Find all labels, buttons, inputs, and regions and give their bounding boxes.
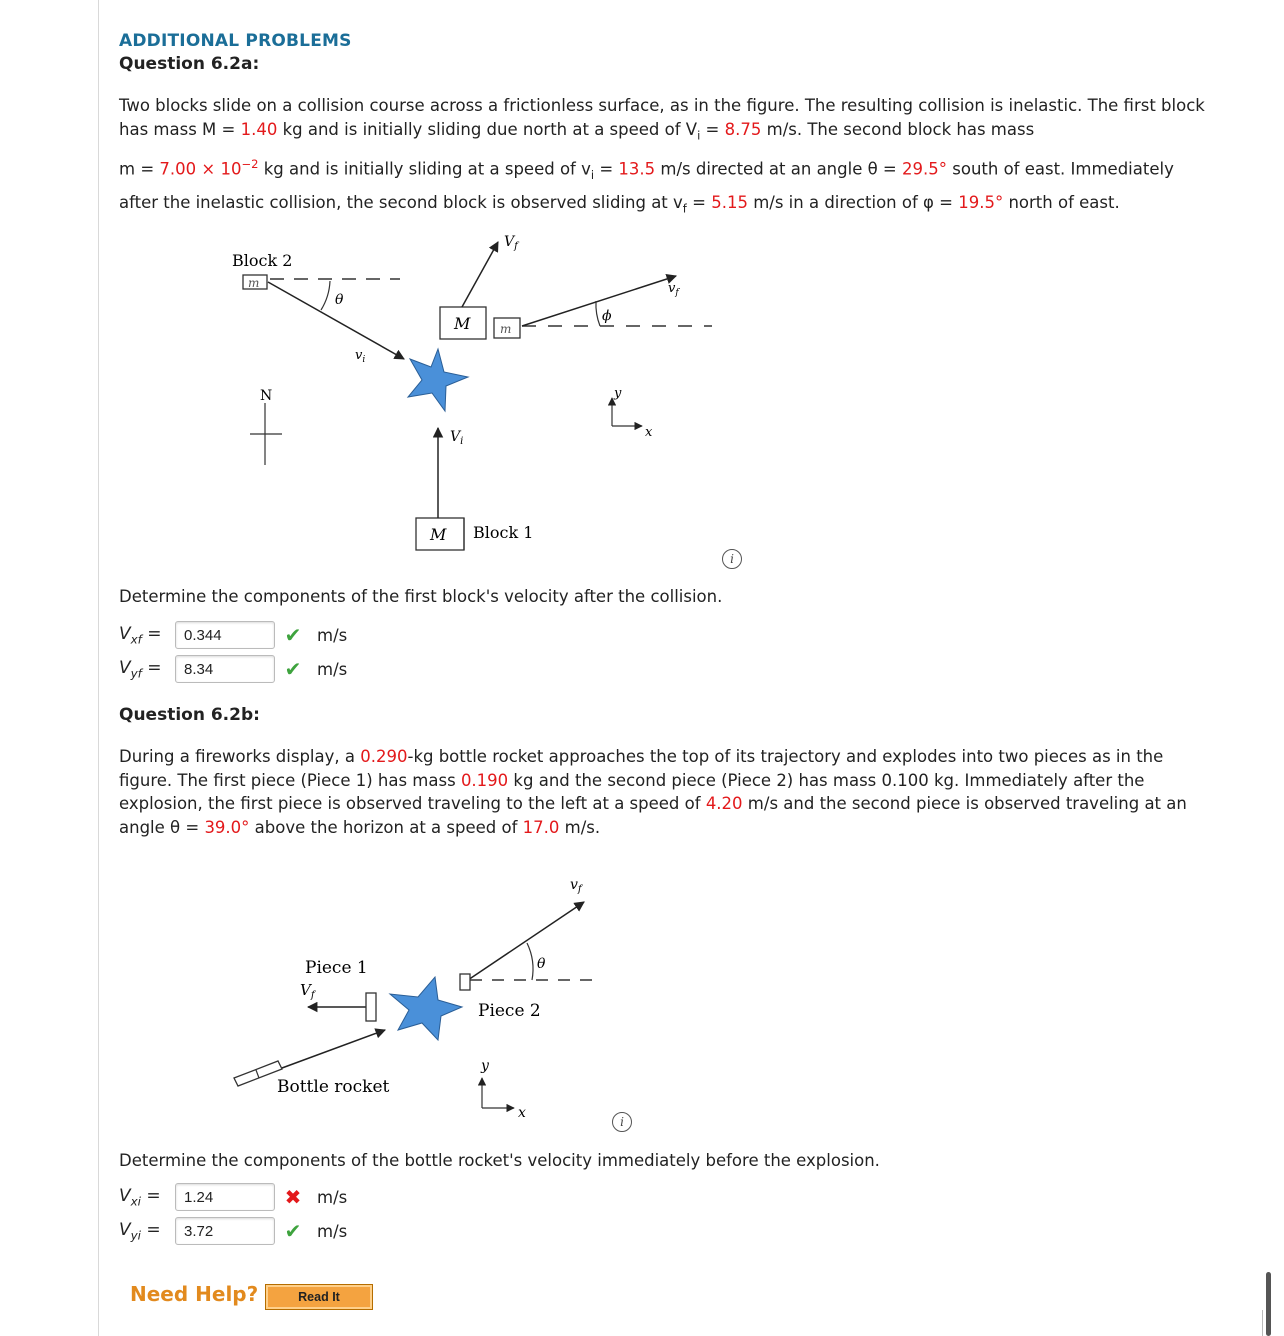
left-divider <box>98 0 99 1336</box>
theta-label-1: θ <box>335 292 344 308</box>
vf-label-2: $v_f$ <box>570 877 582 895</box>
block1-M-label: M <box>430 525 447 544</box>
answer-label-vxi: $V_{xi}$ = <box>119 1185 161 1209</box>
unit-label: m/s <box>317 625 348 645</box>
phi-arc <box>596 301 600 326</box>
theta-label-2: θ <box>537 956 546 972</box>
Vf-label-2: $V_f$ <box>300 981 315 1001</box>
Vf-arrow <box>462 242 498 307</box>
block1-label: Block 1 <box>473 523 534 542</box>
explosion-star-1 <box>408 349 468 411</box>
axis-x-label-1: x <box>645 425 653 440</box>
theta-arc <box>321 281 330 310</box>
info-icon[interactable]: i <box>612 1112 632 1132</box>
axis-x-label-2: x <box>518 1105 526 1121</box>
vyf-input[interactable]: 8.34 <box>175 655 275 683</box>
question-title-6-2a: Question 6.2a: <box>119 54 260 74</box>
section-title: ADDITIONAL PROBLEMS <box>119 31 352 51</box>
answer-row-vxf <box>119 619 347 651</box>
axis-y-label-2: y <box>481 1058 489 1074</box>
block-m-after-label: m <box>500 322 512 336</box>
theta-arc-2 <box>527 943 533 980</box>
vf-label: $v_f$ <box>668 281 679 298</box>
piece1-label: Piece 1 <box>305 958 368 978</box>
scrollbar-thumb[interactable] <box>1266 1272 1271 1336</box>
vxf-input[interactable]: 0.344 <box>175 621 275 649</box>
vi-label: $v_i$ <box>355 348 366 365</box>
need-help-label: Need Help? <box>130 1282 259 1306</box>
scroll-track <box>1262 1310 1263 1336</box>
bottle-rocket-label: Bottle rocket <box>277 1077 390 1097</box>
check-icon: ✔ <box>284 1219 302 1243</box>
question-prompt-6-2a: Determine the components of the first block's velocity after the collision. <box>119 587 723 606</box>
rocket-path-arrow <box>282 1030 385 1068</box>
answer-label-vyi: $V_{yi}$ = <box>119 1219 161 1243</box>
question-text-6-2b: During a fireworks display, a 0.290-kg bottle rocket approaches the top of its trajectory and explodes into two pieces as in the figure. The first piece (Piece 1) has mass 0.190 kg and the second piece (Piece 2) has mass 0.100 kg. Immediately after the explosion, the first piece is observed traveling to the left at a speed of 4.20 m/s and the second piece is observed traveling at an angle θ = 39.0° above the horizon at a speed of 17.0 m/s. <box>119 747 1187 837</box>
unit-label: m/s <box>317 1187 348 1207</box>
Vf-label: $V_f$ <box>504 234 518 252</box>
vxi-input[interactable]: 1.24 <box>175 1183 275 1211</box>
vf-arrow-2 <box>468 902 584 980</box>
axis-y-label-1: y <box>614 386 622 401</box>
check-icon: ✔ <box>284 657 302 681</box>
unit-label: m/s <box>317 1221 348 1241</box>
vf-arrow <box>522 276 676 326</box>
north-label: N <box>260 388 273 404</box>
info-icon[interactable]: i <box>722 549 742 569</box>
unit-label: m/s <box>317 659 348 679</box>
question-prompt-6-2b: Determine the components of the bottle rocket's velocity immediately before the explosion. <box>119 1151 880 1170</box>
answer-label-vxf: $V_{xf}$ = <box>119 623 162 647</box>
read-it-button[interactable]: Read It <box>265 1284 373 1310</box>
question-title-6-2b: Question 6.2b: <box>119 705 260 725</box>
check-icon: ✔ <box>284 623 302 647</box>
block2-m: m <box>248 276 260 290</box>
answer-row-vxi <box>119 1181 347 1213</box>
piece2-box <box>460 974 470 990</box>
cross-icon: ✖ <box>284 1185 302 1209</box>
answer-row-vyf <box>119 653 347 685</box>
piece1-box <box>366 993 376 1021</box>
answer-label-vyf: $V_{yf}$ = <box>119 657 162 681</box>
question-text-6-2a: Two blocks slide on a collision course across a frictionless surface, as in the figure. The resulting collision is inelastic. The first block has mass M = 1.40 kg and is initially sliding due north at a speed of $V_i = 8.75$ m/s. The second block has mass $m = 7.00 \times 10^{-2}$ kg and is initially sliding at a speed of $v_i = 13.5$ m/s directed at an angle θ = 29.5° south of east. Immediately after the inelastic collision, the second block is observed sliding at $v_f = 5.15$ m/s in a direction of φ = 19.5° north of east. <box>119 96 1205 215</box>
explosion-figure <box>225 865 645 1130</box>
Vi-label: $V_i$ <box>450 429 464 447</box>
explosion-star-2 <box>390 977 462 1040</box>
answer-row-vyi <box>119 1215 347 1247</box>
vyi-input[interactable]: 3.72 <box>175 1217 275 1245</box>
piece2-label: Piece 2 <box>478 1001 541 1021</box>
phi-label: ϕ <box>602 308 612 324</box>
block2-label: Block 2 <box>232 251 293 270</box>
bottle-rocket <box>234 1061 282 1086</box>
collision-figure <box>220 225 720 560</box>
block-M-after-label: M <box>454 314 471 333</box>
